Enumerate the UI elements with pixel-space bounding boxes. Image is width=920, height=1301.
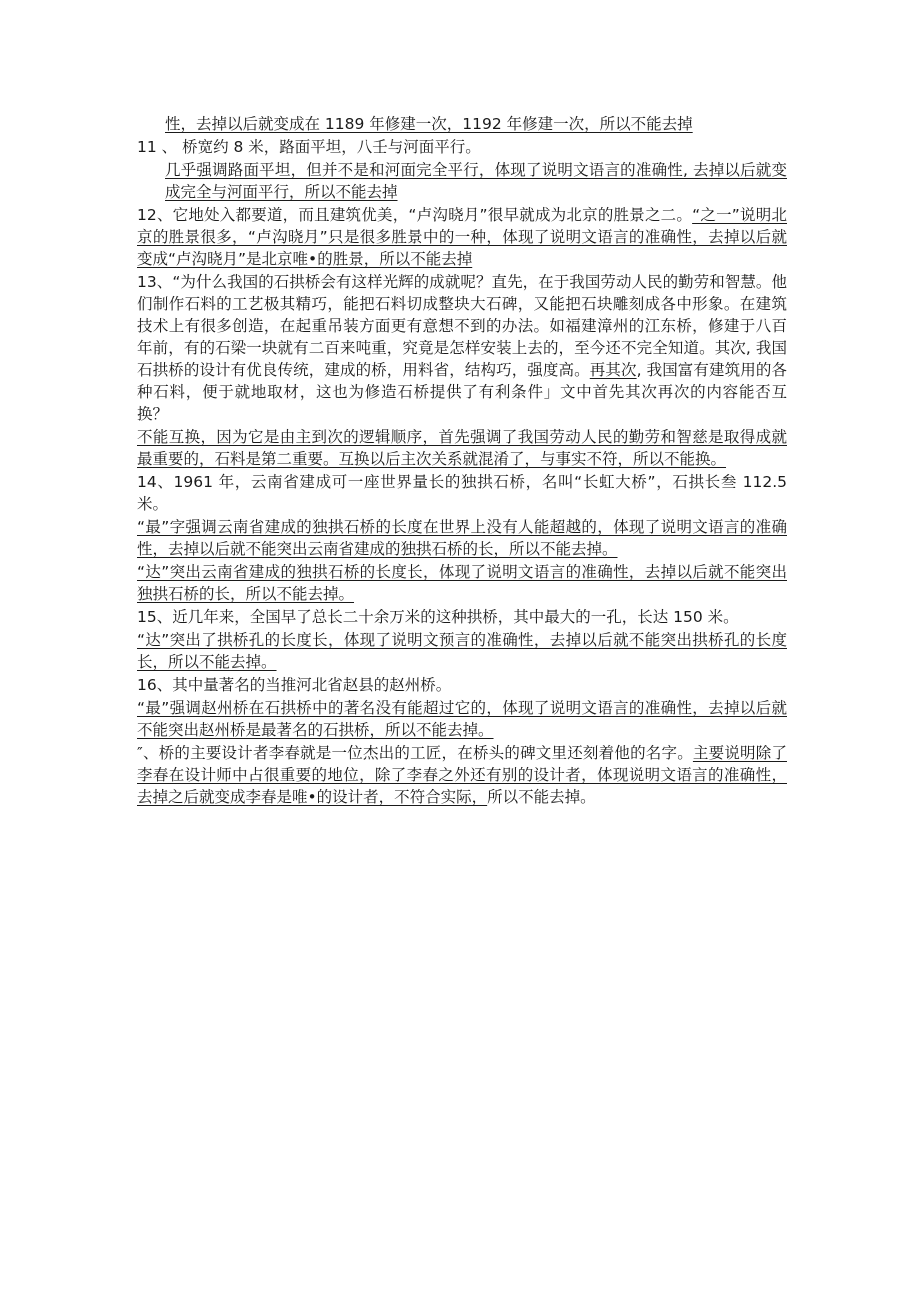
- question-13-text-a: 13、“为什么我国的石拱桥会有这样光辉的成就呢？直先，在于我国劳动人民的勤劳和智慧。他们制作石料的工艺极其精巧，能把石料切成整块大石碑，又能把石块雕刻成各中形象。在建筑技术上有很多创造，在起重吊装方面更有意想不到的办法。如福建漳州的江东桥，修建于八百年前，有的石梁一块就有二百来吨重，究竟是怎样安装上去的，至今还不完全知道。其次, 我国石拱桥的设计有优良传统，建成的桥，用料省，结构巧，强度高。: [137, 273, 787, 379]
- question-13-underlined: 再其次: [589, 361, 637, 379]
- question-17-text: ″、桥的主要设计者李春就是一位杰出的工匠，在桥头的碑文里还刻着他的名字。: [137, 744, 693, 762]
- question-13-text-b: , 我国富有建筑用的各种石料，便于就地取材，这也为修造石桥提供了有利条件」文中首先其次再次的内容能否互换？: [137, 361, 787, 423]
- document-content: [137, 113, 787, 809]
- answer-10-continued: 性，去掉以后就变成在 1189 年修建一次，1192 年修建一次，所以不能去掉: [165, 115, 693, 133]
- question-15: 15、近几年来，全国早了总长二十余万米的这种拱桥，其中最大的一孔，长达 150 米。: [137, 608, 739, 626]
- answer-12: “之一”说明北京的胜景很多，“卢沟晓月”只是很多胜景中的一种，体现了说明文语言的准确性，去掉以后就变成“卢沟晓月”是北京唯•的胜景，所以不能去掉: [137, 206, 787, 268]
- question-13: [137, 271, 787, 425]
- answer-17: 主要说明除了李春在设计师中占很重要的地位，除了李春之外还有别的设计者，体现说明文语言的准确性，去掉之后就变成李春是唯•的设计者，不符合实际，: [137, 744, 787, 806]
- question-16: 16、其中量著名的当推河北省赵县的赵州桥。: [137, 676, 452, 694]
- answer-14a: “最”字强调云南省建成的独拱石桥的长度在世界上没有人能超越的，体现了说明文语言的准确性，去掉以后就不能突出云南省建成的独拱石桥的长，所以不能去掉。: [137, 518, 787, 558]
- answer-15: “达”突出了拱桥孔的长度长，体现了说明文预言的准确性，去掉以后就不能突出拱桥孔的长度长，所以不能去掉。: [137, 631, 787, 671]
- answer-14b: “达”突出云南省建成的独拱石桥的长度长，体现了说明文语言的准确性，去掉以后就不能突出独拱石桥的长，所以不能去掉。: [137, 563, 787, 603]
- question-14: 14、1961 年，云南省建成可一座世界量长的独拱石桥，名叫“长虹大桥”，石拱长叁 112.5 米。: [137, 473, 787, 513]
- question-12: [137, 204, 787, 270]
- answer-11: 几乎强调路面平坦，但并不是和河面完全平行，体现了说明文语言的准确性, 去掉以后就变成完全与河面平行，所以不能去掉: [165, 161, 787, 201]
- question-12-text: 12、它地处入都要道，而且建筑优美，“卢沟晓月”很早就成为北京的胜景之二。: [137, 206, 693, 224]
- question-11: 11 、 桥宽约 8 米，路面平坦，八壬与河面平行。: [137, 138, 481, 156]
- question-17: [137, 742, 787, 808]
- answer-16: “最”强调赵州桥在石拱桥中的著名没有能超过它的，体现了说明文语言的准确性，去掉以后就不能突出赵州桥是最著名的石拱桥，所以不能去掉。: [137, 699, 787, 739]
- answer-17-tail: 所以不能去掉。: [487, 788, 596, 806]
- answer-13: 不能互换，因为它是由主到次的逻辑顺序，首先强调了我国劳动人民的勤劳和智慈是取得成就最重要的，石料是第二重要。互换以后主次关系就混淆了，与事实不符，所以不能换。: [137, 428, 787, 468]
